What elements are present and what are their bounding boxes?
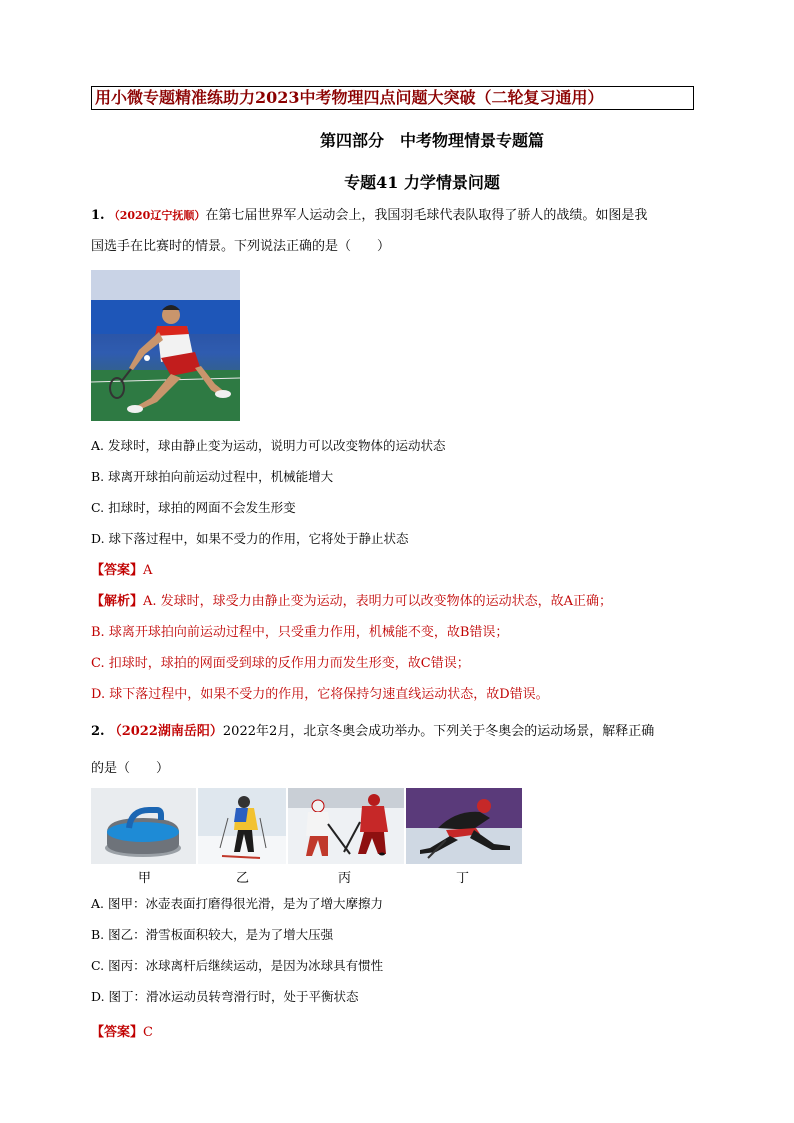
- q1-option-d: D. 球下落过程中，如果不受力的作用，它将处于静止状态: [91, 531, 409, 546]
- caption-jia: 甲: [138, 871, 152, 886]
- q1-analysis-line4: D. 球下落过程中，如果不受力的作用，它将保持匀速直线运动状态，故D错误。: [91, 687, 549, 702]
- part-title: 第四部分 中考物理情景专题篇: [319, 131, 544, 150]
- series-banner: 用小微专题精准练助力2023中考物理四点问题大突破（二轮复习通用）: [91, 86, 694, 110]
- q1-answer-value: A: [143, 563, 153, 578]
- q1-stem-line2: 国选手在比赛时的情景。下列说法正确的是（ ）: [91, 239, 391, 254]
- skier-photo: [198, 788, 286, 864]
- q2-option-c: C. 图丙：冰球离杆后继续运动，是因为冰球具有惯性: [91, 958, 384, 973]
- ice-hockey-photo: [288, 788, 404, 864]
- q1-analysis-line3: C. 扣球时，球拍的网面受到球的反作用力而发生形变，故C错误；: [91, 656, 470, 671]
- caption-bing: 丙: [338, 871, 352, 886]
- q1-analysis-label: 【解析】: [91, 594, 144, 609]
- caption-ding: 丁: [456, 871, 470, 886]
- q1-stem-text1: 在第七届世界军人运动会上，我国羽毛球代表队取得了骄人的战绩。如图是我: [205, 208, 648, 223]
- q1-analysis-text1: A. 发球时，球受力由静止变为运动，表明力可以改变物体的运动状态，故A正确；: [143, 594, 613, 609]
- q2-stem-text1: 2022年2月，北京冬奥会成功举办。下列关于冬奥会的运动场景，解释正确: [222, 724, 655, 739]
- q2-number: 2.: [91, 724, 105, 739]
- q2-option-d: D. 图丁：滑冰运动员转弯滑行时，处于平衡状态: [91, 989, 359, 1004]
- q1-option-c: C. 扣球时，球拍的网面不会发生形变: [91, 500, 296, 515]
- q1-option-b: B. 球离开球拍向前运动过程中，机械能增大: [91, 469, 334, 484]
- q1-stem-line1: [91, 207, 647, 225]
- q1-number: 1.: [91, 208, 105, 223]
- badminton-player-photo: [91, 270, 240, 421]
- q2-option-a: A. 图甲：冰壶表面打磨得很光滑，是为了增大摩擦力: [91, 896, 383, 911]
- q1-analysis-line1: [91, 593, 612, 611]
- q1-option-a: A. 发球时，球由静止变为运动，说明力可以改变物体的运动状态: [91, 438, 446, 453]
- speed-skater-photo: [406, 788, 522, 864]
- q2-answer-label: 【答案】: [91, 1025, 144, 1040]
- q1-answer: [91, 562, 152, 580]
- q2-source: （2022湖南岳阳）: [108, 724, 223, 739]
- q2-stem-line2: 的是（ ）: [91, 761, 170, 776]
- q2-answer: [91, 1024, 153, 1042]
- caption-yi: 乙: [236, 871, 250, 886]
- q1-answer-label: 【答案】: [91, 563, 144, 578]
- q2-stem-line1: [91, 723, 654, 741]
- q2-answer-value: C: [143, 1025, 153, 1040]
- q1-analysis-line2: B. 球离开球拍向前运动过程中，只受重力作用，机械能不变，故B错误；: [91, 625, 509, 640]
- topic-title: 专题41 力学情景问题: [344, 173, 500, 192]
- q1-source: （2020辽宁抚顺）: [108, 209, 206, 222]
- curling-stone-photo: [91, 788, 196, 864]
- q2-option-b: B. 图乙：滑雪板面积较大，是为了增大压强: [91, 927, 334, 942]
